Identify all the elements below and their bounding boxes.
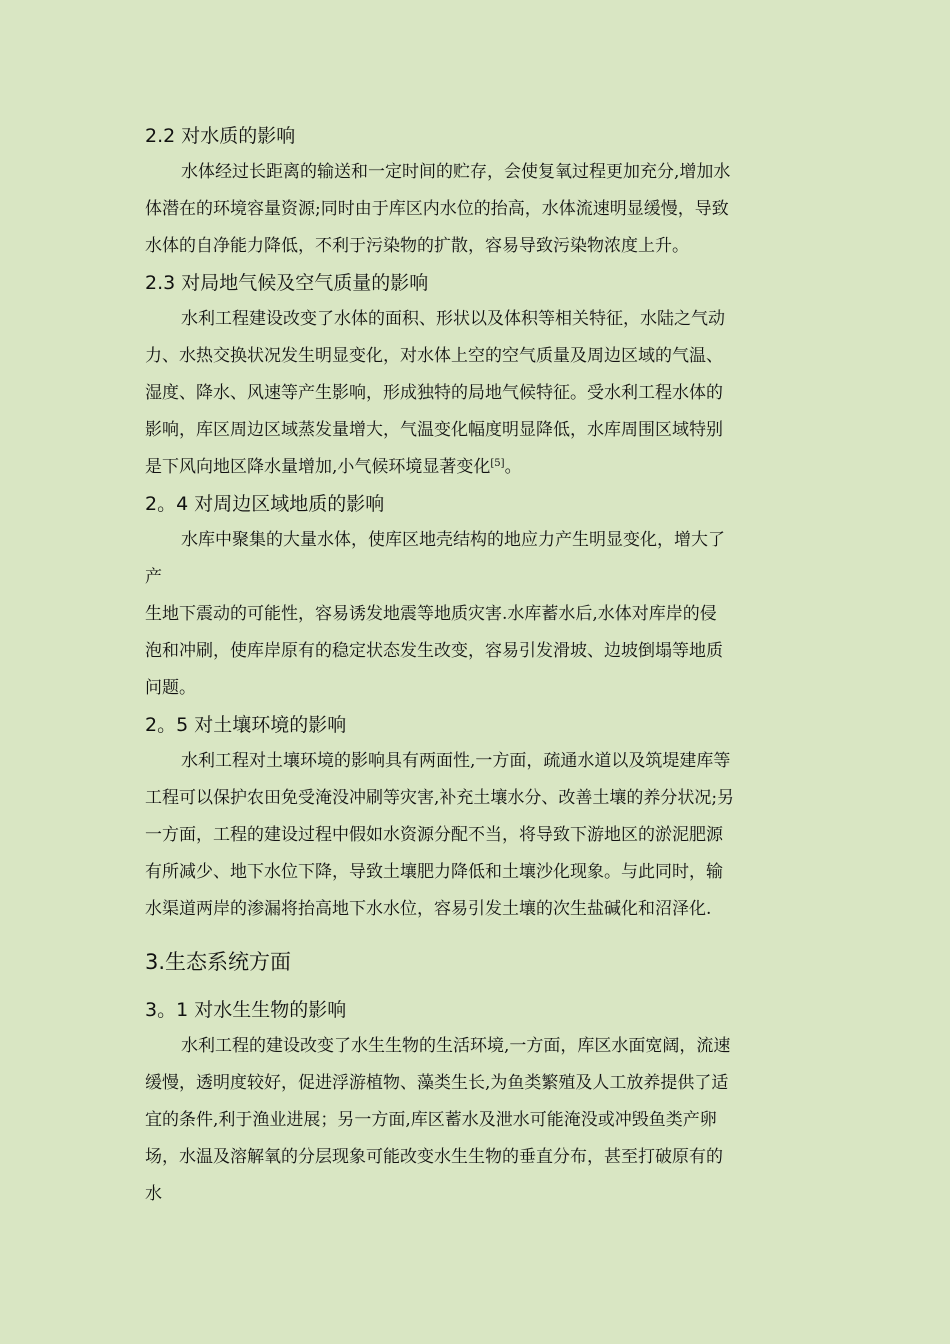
text-line: 水体经过长距离的输送和一定时间的贮存，会使复氧过程更加充分,增加水 (181, 162, 731, 182)
section-heading-2-4: 2。4 对周边区域地质的影响 (145, 493, 385, 515)
text-line: 宜的条件,利于渔业进展；另一方面,库区蓄水及泄水可能淹没或冲毁鱼类产卵 (145, 1110, 717, 1130)
text-line: 影响，库区周边区域蒸发量增大，气温变化幅度明显降低，水库周围区域特别 (145, 420, 723, 440)
text-line: 湿度、降水、风速等产生影响，形成独特的局地气候特征。受水利工程水体的 (145, 383, 723, 403)
text-line: 水体的自净能力降低，不利于污染物的扩散，容易导致污染物浓度上升。 (145, 236, 689, 256)
text-line (145, 449, 810, 486)
text-line: 体潜在的环境容量资源;同时由于库区内水位的抬高，水体流速明显缓慢，导致 (145, 199, 729, 219)
document-body (145, 118, 810, 1213)
chapter-heading-3: 3.生态系统方面 (145, 950, 292, 974)
text-line: 生地下震动的可能性，容易诱发地震等地质灾害.水库蓄水后,水体对库岸的侵 (145, 604, 717, 624)
paragraph-soil (145, 743, 810, 928)
text-line: 水利工程的建设改变了水生生物的生活环境,一方面，库区水面宽阔，流速 (181, 1036, 731, 1056)
paragraph-geology (145, 522, 810, 707)
section-heading-2-5: 2。5 对土壤环境的影响 (145, 714, 347, 736)
citation-reference: [5] (490, 458, 505, 469)
text-line: 有所减少、地下水位下降，导致土壤肥力降低和土壤沙化现象。与此同时，输 (145, 862, 723, 882)
text-line: 水利工程建设改变了水体的面积、形状以及体积等相关特征，水陆之气动 (181, 309, 725, 329)
section-heading-2-3: 2.3 对局地气候及空气质量的影响 (145, 272, 429, 294)
text-line: 水库中聚集的大量水体，使库区地壳结构的地应力产生明显变化，增大了 (181, 530, 725, 550)
paragraph-aquatic-life (145, 1028, 810, 1213)
sentence-end: 。 (504, 457, 522, 477)
text-line: 泡和冲刷，使库岸原有的稳定状态发生改变，容易引发滑坡、边坡倒塌等地质 (145, 641, 723, 661)
text-line: 产 (145, 567, 162, 587)
paragraph-water-quality (145, 154, 810, 265)
text-line: 力、水热交换状况发生明显变化，对水体上空的空气质量及周边区域的气温、 (145, 346, 723, 366)
text-line-content: 是下风向地区降水量增加,小气候环境显著变化 (145, 457, 491, 477)
text-line: 场，水温及溶解氧的分层现象可能改变水生生物的垂直分布，甚至打破原有的 (145, 1147, 723, 1167)
text-line: 问题。 (145, 678, 196, 698)
section-heading-2-2: 2.2 对水质的影响 (145, 125, 296, 147)
text-line: 水 (145, 1184, 162, 1204)
text-line: 水渠道两岸的渗漏将抬高地下水水位，容易引发土壤的次生盐碱化和沼泽化. (145, 899, 712, 919)
text-line: 缓慢，透明度较好，促进浮游植物、藻类生长,为鱼类繁殖及人工放养提供了适 (145, 1073, 729, 1093)
text-line: 一方面，工程的建设过程中假如水资源分配不当，将导致下游地区的淤泥肥源 (145, 825, 723, 845)
section-heading-3-1: 3。1 对水生生物的影响 (145, 999, 347, 1021)
text-line: 工程可以保护农田免受淹没冲刷等灾害,补充土壤水分、改善土壤的养分状况;另 (145, 788, 735, 808)
paragraph-local-climate (145, 301, 810, 486)
text-line: 水利工程对土壤环境的影响具有两面性,一方面，疏通水道以及筑堤建库等 (181, 751, 731, 771)
